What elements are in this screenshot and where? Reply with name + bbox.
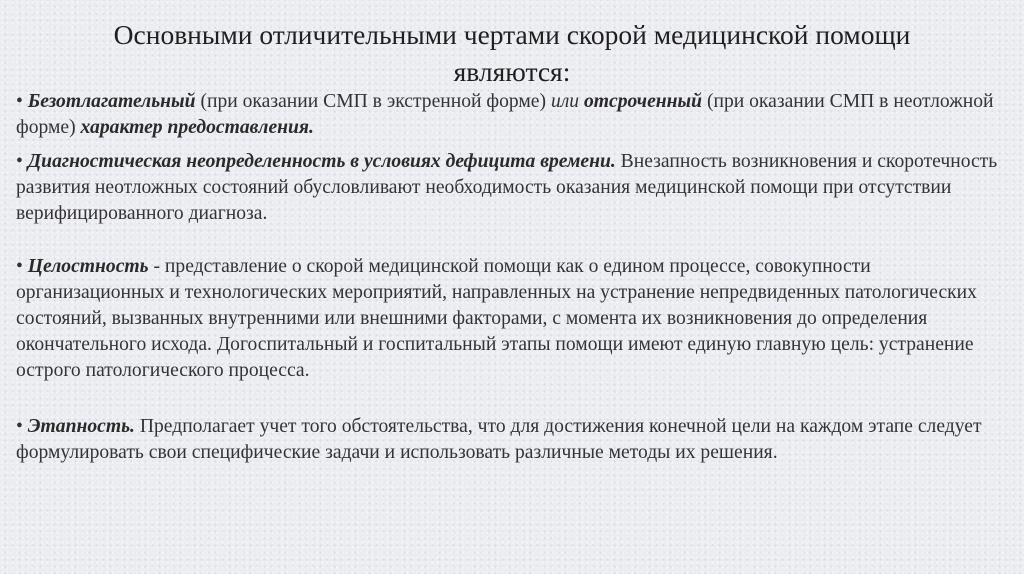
bullet-marker: •	[16, 416, 23, 437]
slide-content	[16, 89, 1016, 466]
bullet-marker: •	[16, 91, 23, 112]
bullet-text: Предполагает учет того обстоятельства, что для достижения конечной цели на каждом этапе следует формулировать свои специфические задачи и использовать различные методы их решения.	[16, 416, 982, 463]
term-urgent: Безотлагательный	[27, 91, 196, 112]
bullet-text: Внезапность возникновения и скоротечность развития неотложных состояний обусловливают необходимость оказания медицинской помощи при отсутствии верифицированного диагноза.	[16, 151, 998, 224]
bullet-marker: •	[16, 151, 23, 172]
bullet-text: (при оказании СМП в неотложной форме)	[16, 91, 994, 138]
term-staging: Этапность.	[27, 416, 135, 437]
bullet-integrity	[16, 254, 1016, 384]
term-end: .	[610, 151, 616, 172]
term-character: характер предоставления	[80, 117, 310, 138]
term-integrity: Целостность	[27, 256, 149, 277]
connector-or: или	[550, 91, 580, 112]
bullet-end: .	[309, 117, 314, 138]
bullet-diagnostic-uncertainty	[16, 149, 1016, 227]
bullet-urgency	[16, 89, 1016, 141]
slide-title-line-2: являются:	[453, 56, 571, 87]
bullet-text: - представление о скорой медицинской помощи как о едином процессе, совокупности организационных и технологических мероприятий, направленных на устранение непредвиденных патологических состояний, вызванных внутренними или внешними факторами, с момента их возникновения до определения окончательного исхода. Догоспитальный и госпитальный этапы помощи имеют единую главную цель: устранение острого патологического процесса.	[16, 256, 977, 381]
slide-title-line-1: Основными отличительными чертами скорой медицинской помощи	[113, 19, 911, 50]
bullet-staging	[16, 414, 1016, 466]
term-deferred: отсроченный	[583, 91, 703, 112]
slide-title	[40, 16, 984, 90]
term-diagnostic-uncertainty: Диагностическая неопределенность в условиях дефицита времени	[27, 151, 611, 172]
bullet-text: (при оказании СМП в экстренной форме)	[195, 91, 551, 112]
bullet-marker: •	[16, 256, 23, 277]
